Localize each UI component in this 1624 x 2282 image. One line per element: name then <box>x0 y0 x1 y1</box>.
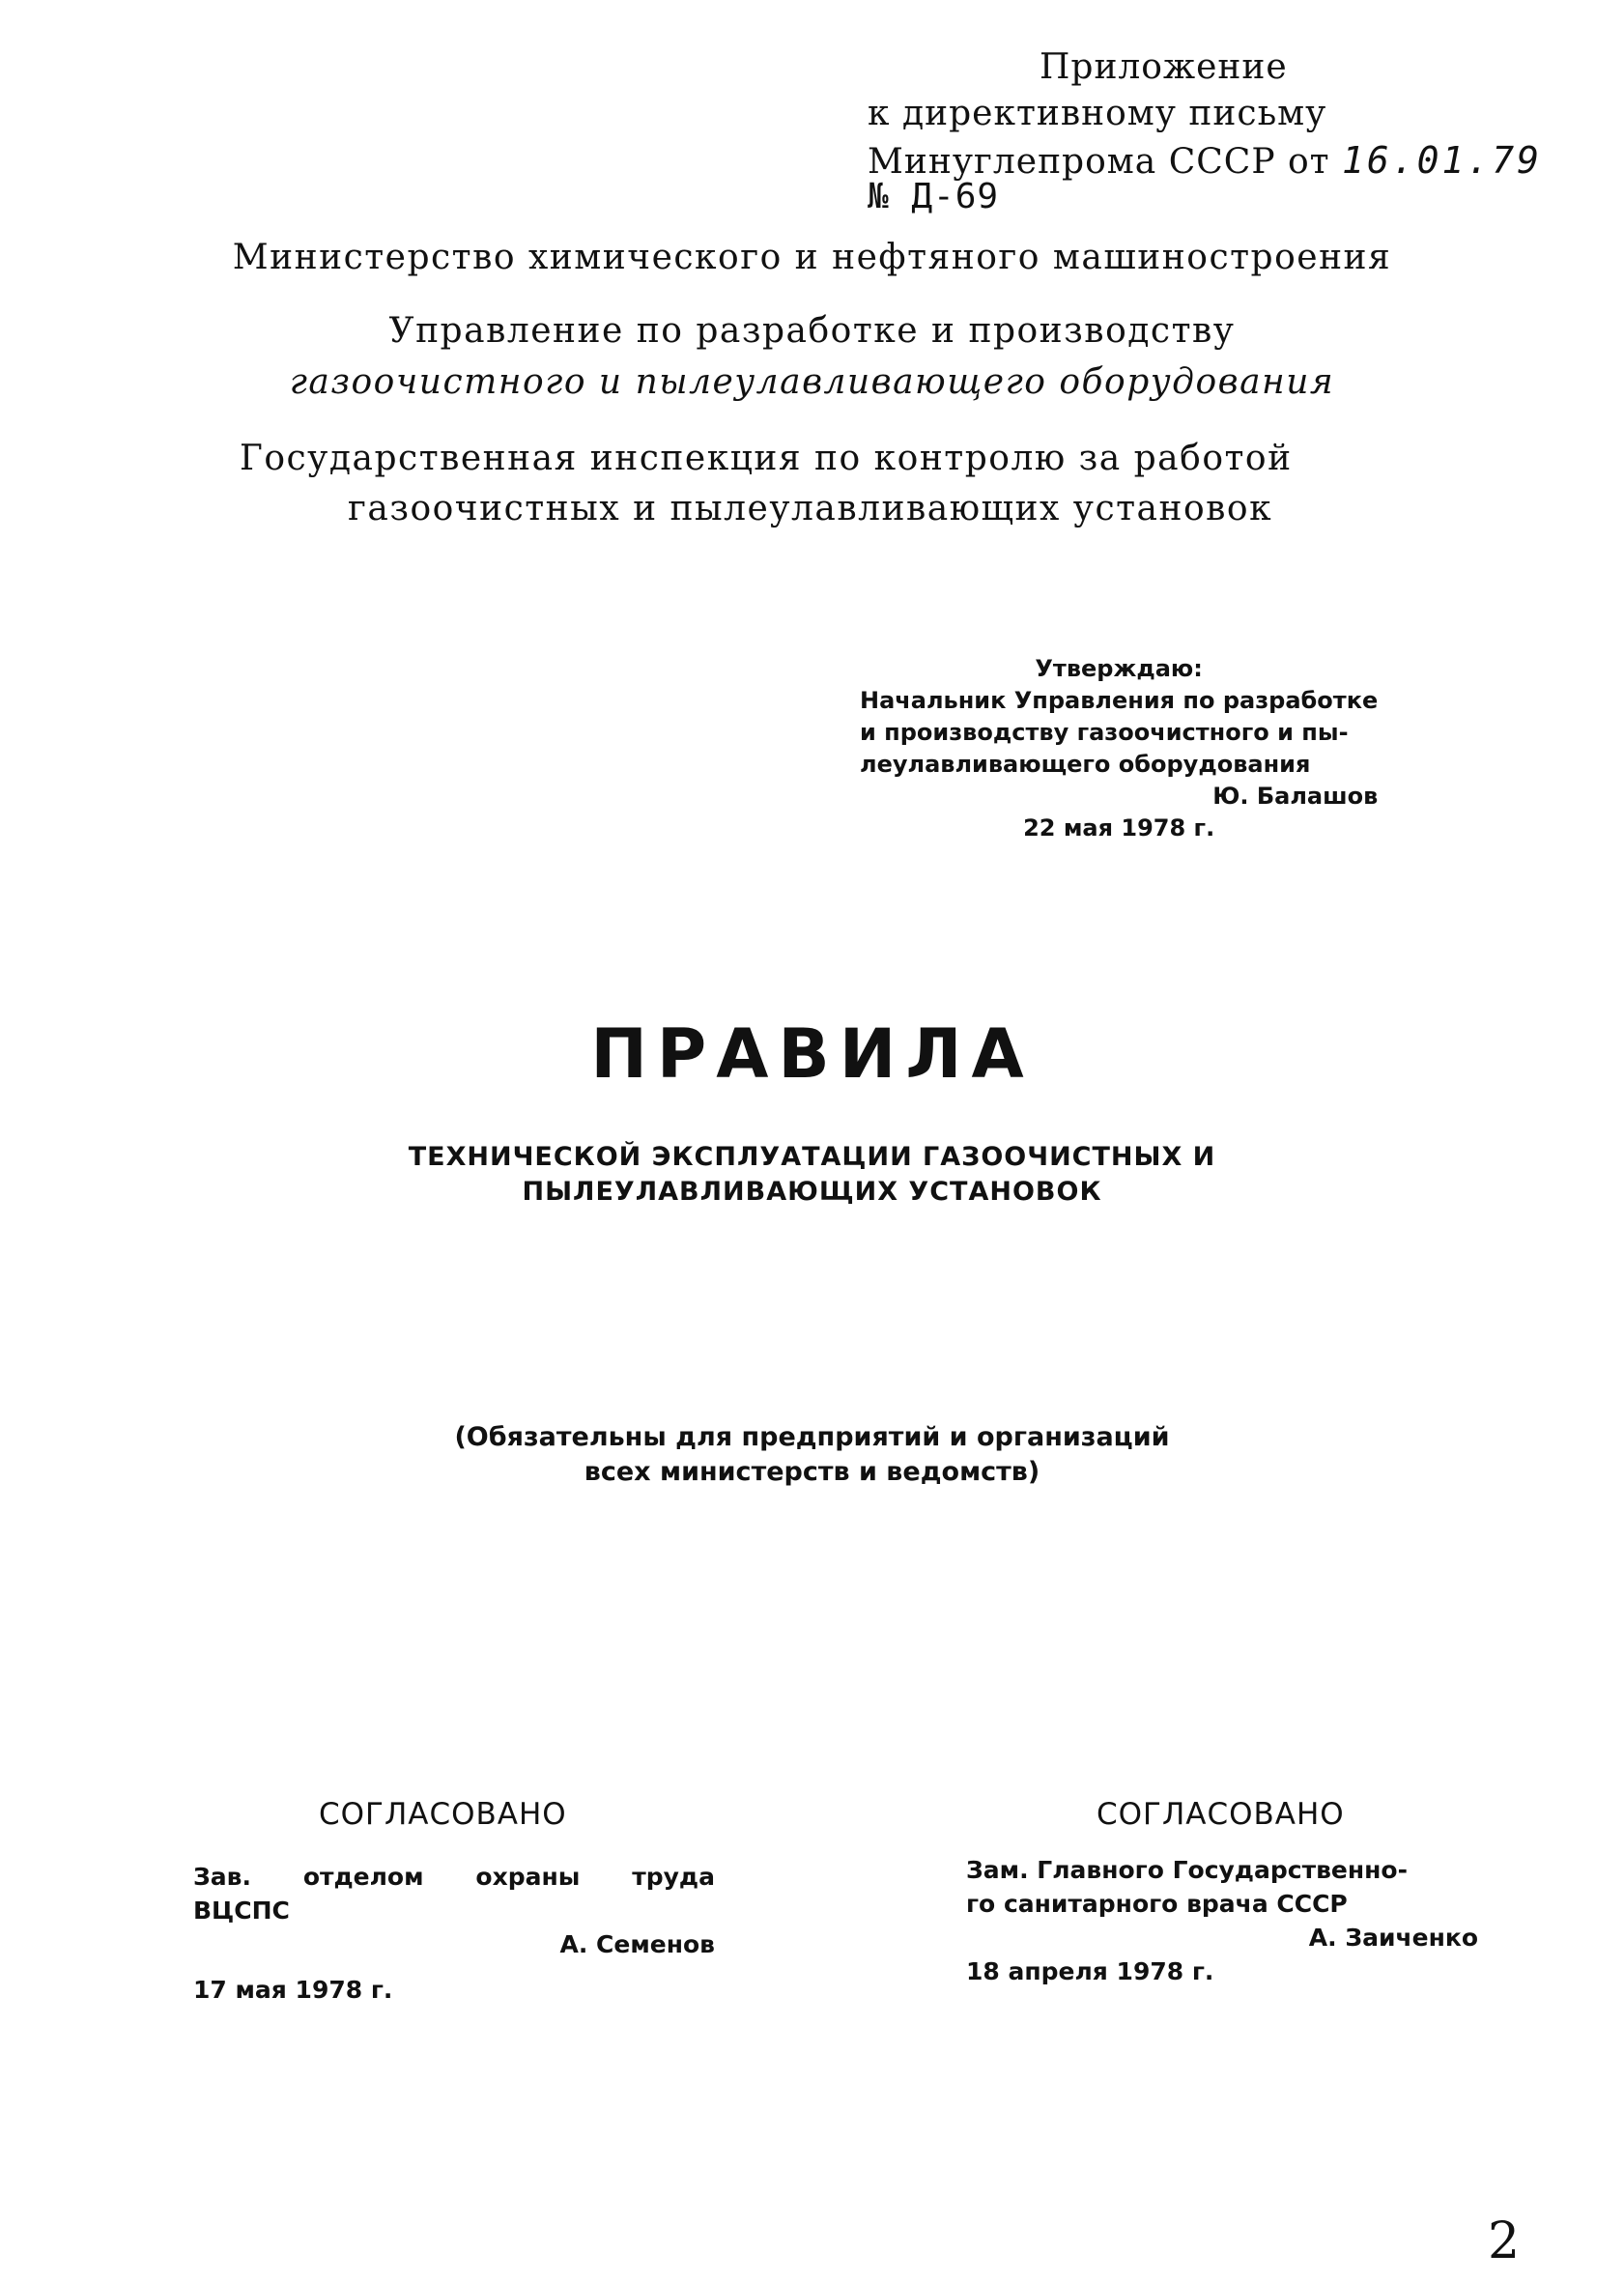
page-number: 2 <box>1488 2212 1521 2270</box>
agreed-left-org: ВЦСПС <box>193 1897 290 1925</box>
approval-line-3: леулавливающего оборудования <box>860 751 1311 778</box>
agreed-right-signer: А. Заиченко <box>1308 1924 1478 1952</box>
agreed-right-heading: СОГЛАСОВАНО <box>1097 1797 1345 1832</box>
agreed-right-line-2: го санитарного врача СССР <box>966 1890 1348 1918</box>
agreed-left-position-word-1: Зав. <box>193 1863 251 1891</box>
inspection-line-1: Государственная инспекция по контролю за работой <box>240 439 1293 478</box>
mandatory-note <box>0 1420 1624 1490</box>
agreed-right-date: 18 апреля 1978 г. <box>966 1957 1214 1985</box>
appendix-number: № Д-69 <box>868 177 1000 216</box>
appendix-directive: к директивному письму <box>868 94 1327 133</box>
inspection-line-2: газоочистных и пылеулавливающих установок <box>348 489 1273 528</box>
agreed-left-position-word-3: охраны <box>475 1863 581 1891</box>
appendix-block <box>868 44 1542 220</box>
agreed-left-position <box>193 1860 715 1894</box>
department-line-1: Управление по разработке и производству <box>388 311 1236 351</box>
appendix-date: 16.01.79 <box>1342 139 1543 182</box>
agreed-left-date: 17 мая 1978 г. <box>193 1976 393 2004</box>
agreed-left-position-word-4: труда <box>632 1863 715 1891</box>
agreed-left-block <box>193 1860 715 2007</box>
department-line-2: газоочистного и пылеулавливающего оборудования <box>289 362 1335 402</box>
appendix-title: Приложение <box>1040 47 1288 87</box>
agreed-left-position-word-2: отделом <box>302 1863 424 1891</box>
ministry-name: Министерство химического и нефтяного машиностроения <box>232 238 1392 277</box>
agreed-left-signer: А. Семенов <box>559 1930 715 1958</box>
subtitle-line-2: ПЫЛЕУЛАВЛИВАЮЩИХ УСТАНОВОК <box>522 1177 1102 1207</box>
document-subtitle <box>0 1140 1624 1210</box>
approval-date: 22 мая 1978 г. <box>1023 814 1215 841</box>
appendix-issuer-text: Минуглепрома СССР от <box>868 142 1330 182</box>
document-title: ПРАВИЛА <box>590 1014 1034 1094</box>
mandatory-line-1: (Обязательны для предприятий и организаций <box>454 1422 1170 1452</box>
approval-signer: Ю. Балашов <box>1212 783 1379 810</box>
agreed-right-line-1: Зам. Главного Государственно- <box>966 1856 1408 1884</box>
mandatory-line-2: всех министерств и ведомств) <box>584 1457 1040 1487</box>
subtitle-line-1: ТЕХНИЧЕСКОЙ ЭКСПЛУАТАЦИИ ГАЗООЧИСТНЫХ И <box>408 1142 1216 1172</box>
agreed-left-heading: СОГЛАСОВАНО <box>319 1797 567 1832</box>
approval-heading: Утверждаю: <box>1035 655 1203 682</box>
approval-block <box>860 653 1378 844</box>
approval-line-2: и производству газоочистного и пы- <box>860 719 1349 746</box>
agreed-right-block <box>966 1853 1488 1988</box>
approval-line-1: Начальник Управления по разработке <box>860 687 1379 714</box>
